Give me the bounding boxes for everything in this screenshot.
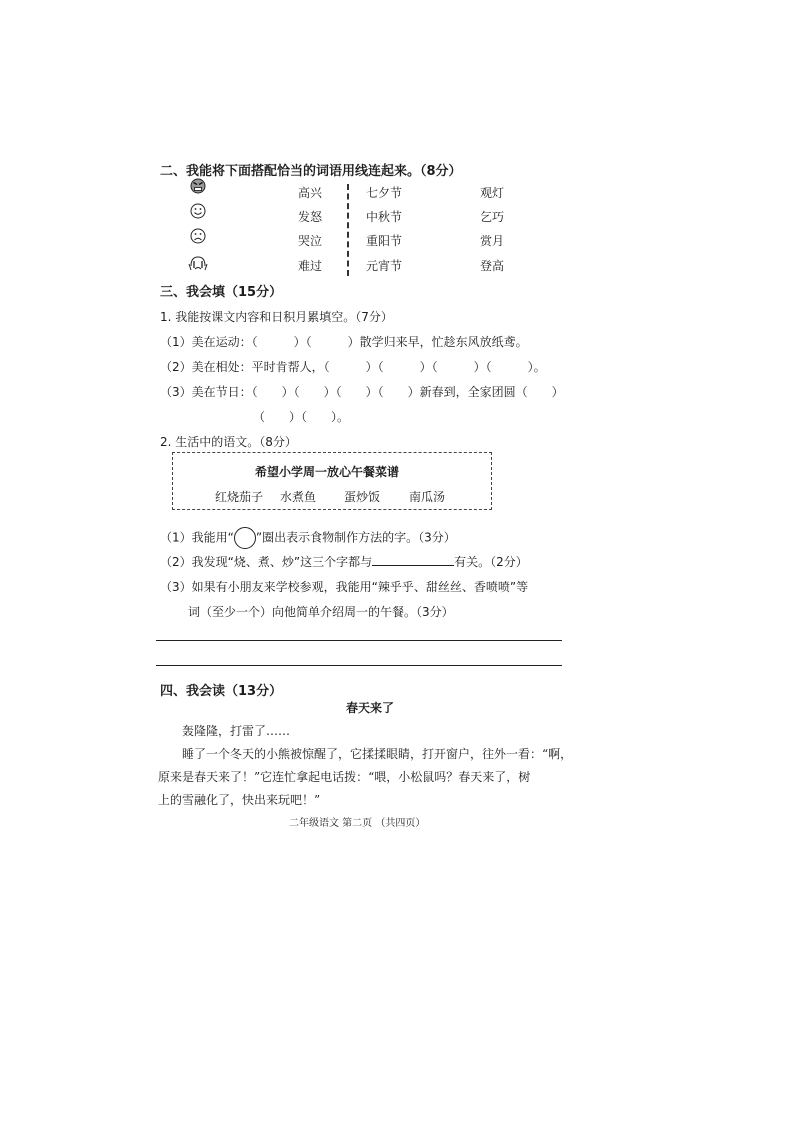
festival-word: 中秋节 [366, 210, 403, 224]
q1-title: 1. 我能按课文内容和日积月累填空。（7分） [160, 310, 393, 324]
emotion-word: 高兴 [298, 186, 323, 200]
activity-word: 乞巧 [480, 210, 505, 224]
q1-item3-line2: （ ）（ ）。 [253, 410, 350, 424]
q2-sub2-before: （2）我发现“烧、煮、炒”这三个字都与 [160, 555, 373, 569]
activity-word: 观灯 [480, 186, 505, 200]
q1-item3-line1: （3）美在节日：（ ）（ ）（ ）（ ）新春到，全家团圆（ ） [160, 385, 564, 399]
answer-line[interactable] [156, 640, 562, 641]
sad-face-icon [190, 228, 206, 244]
story-paragraph2-line3: 上的雪融化了，快出来玩吧！” [158, 793, 321, 807]
festival-word: 七夕节 [366, 186, 403, 200]
festival-word: 元宵节 [366, 259, 403, 273]
section4-title: 四、我会读（13分） [160, 684, 283, 699]
emotion-word: 哭泣 [298, 234, 323, 248]
emotion-word: 难过 [298, 259, 323, 273]
q2-sub1 [160, 527, 456, 549]
menu-item: 蛋炒饭 [344, 490, 381, 504]
q2-sub2-after: 有关。（2分） [454, 555, 528, 569]
story-title: 春天来了 [346, 701, 395, 715]
activity-word: 赏月 [480, 234, 505, 248]
section2-title: 二、我能将下面搭配恰当的词语用线连起来。（8分） [160, 164, 462, 179]
menu-title: 希望小学周一放心午餐菜谱 [255, 465, 400, 479]
angry-face-icon [190, 178, 206, 194]
menu-item: 水煮鱼 [280, 490, 317, 504]
circle-icon [234, 527, 256, 549]
q2-sub3-line2: 词（至少一个）向他简单介绍周一的午餐。（3分） [188, 605, 454, 619]
q1-item1: （1）美在运动：（ ）（ ）散学归来早，忙趁东风放纸鸢。 [160, 335, 528, 349]
q2-sub1-after: ”圈出表示食物制作方法的字。（3分） [255, 530, 456, 545]
answer-line[interactable] [156, 665, 562, 666]
q2-sub2 [160, 553, 528, 570]
story-paragraph2-line2: 原来是春天来了！”它连忙拿起电话拨：“喂，小松鼠吗？春天来了，树 [158, 770, 531, 784]
column-divider [347, 184, 349, 276]
smiling-face-icon [190, 203, 206, 219]
answer-blank[interactable] [372, 553, 454, 566]
crying-face-icon [188, 254, 208, 272]
q2-sub1-before: （1）我能用“ [160, 530, 234, 545]
q2-sub3-line1: （3）如果有小朋友来学校参观，我能用“辣乎乎、甜丝丝、香喷喷”等 [160, 580, 529, 594]
festival-word: 重阳节 [366, 234, 403, 248]
section3-title: 三、我会填（15分） [160, 285, 283, 300]
q1-item2: （2）美在相处：平时肯帮人，（ ）（ ）（ ）（ ）。 [160, 360, 546, 374]
story-paragraph1: 轰隆隆，打雷了…… [182, 724, 291, 738]
page-footer: 二年级语文 第二页 （共四页） [289, 818, 426, 829]
menu-item: 南瓜汤 [409, 490, 446, 504]
menu-item: 红烧茄子 [215, 490, 264, 504]
emotion-word: 发怒 [298, 210, 323, 224]
activity-word: 登高 [480, 259, 505, 273]
story-paragraph2-line1: 睡了一个冬天的小熊被惊醒了，它揉揉眼睛，打开窗户，往外一看：“啊， [182, 747, 573, 761]
q2-title: 2. 生活中的语文。（8分） [160, 435, 297, 449]
